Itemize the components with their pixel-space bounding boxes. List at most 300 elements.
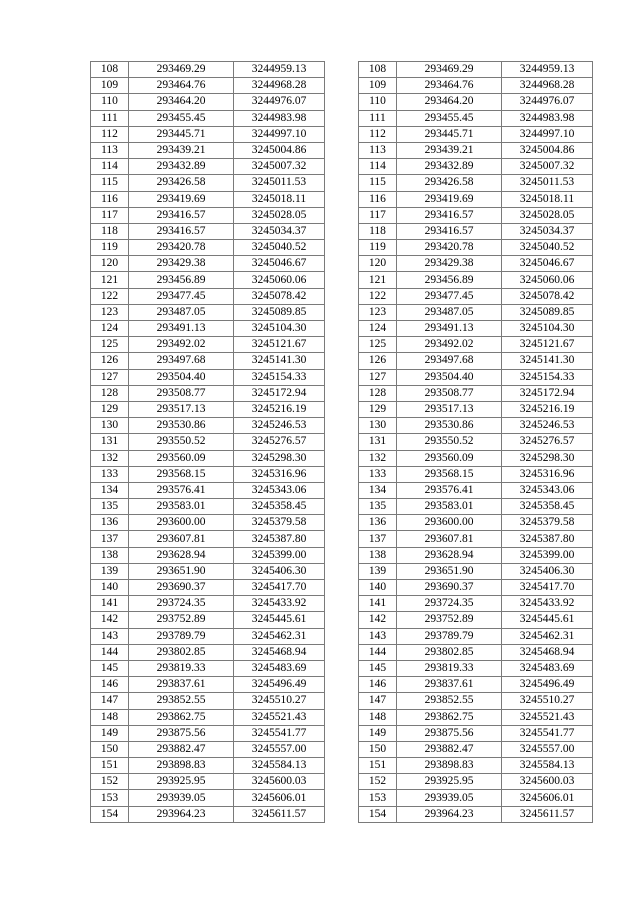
y-coordinate-cell: 3245521.43	[234, 709, 325, 725]
point-number-cell: 150	[91, 741, 129, 757]
y-coordinate-cell: 3245011.53	[502, 175, 593, 191]
point-number-cell: 114	[359, 159, 397, 175]
x-coordinate-cell: 293837.61	[129, 677, 234, 693]
y-coordinate-cell: 3245358.45	[234, 499, 325, 515]
x-coordinate-cell: 293469.29	[129, 62, 234, 78]
point-number-cell: 136	[91, 515, 129, 531]
y-coordinate-cell: 3245018.11	[234, 191, 325, 207]
point-number-cell: 118	[359, 223, 397, 239]
y-coordinate-cell: 3245172.94	[502, 385, 593, 401]
table-row	[91, 369, 325, 385]
point-number-cell: 145	[91, 660, 129, 676]
point-number-cell: 129	[91, 401, 129, 417]
y-coordinate-cell: 3245510.27	[502, 693, 593, 709]
y-coordinate-cell: 3245028.05	[234, 207, 325, 223]
table-row	[359, 401, 593, 417]
table-row	[91, 774, 325, 790]
point-number-cell: 121	[91, 272, 129, 288]
table-row	[91, 401, 325, 417]
table-row	[359, 612, 593, 628]
x-coordinate-cell: 293416.57	[397, 223, 502, 239]
x-coordinate-cell: 293882.47	[397, 741, 502, 757]
table-row	[359, 142, 593, 158]
table-row	[359, 644, 593, 660]
table-row	[91, 353, 325, 369]
point-number-cell: 141	[91, 596, 129, 612]
table-row	[359, 78, 593, 94]
table-row	[359, 450, 593, 466]
point-number-cell: 115	[91, 175, 129, 191]
point-number-cell: 111	[91, 110, 129, 126]
table-row	[359, 337, 593, 353]
table-row	[359, 191, 593, 207]
point-number-cell: 122	[359, 288, 397, 304]
x-coordinate-cell: 293939.05	[129, 790, 234, 806]
y-coordinate-cell: 3244983.98	[502, 110, 593, 126]
point-number-cell: 120	[91, 256, 129, 272]
y-coordinate-cell: 3245276.57	[502, 434, 593, 450]
table-row	[91, 240, 325, 256]
x-coordinate-cell: 293560.09	[397, 450, 502, 466]
table-row	[91, 321, 325, 337]
point-number-cell: 137	[91, 531, 129, 547]
table-row	[359, 62, 593, 78]
point-number-cell: 132	[359, 450, 397, 466]
y-coordinate-cell: 3245141.30	[502, 353, 593, 369]
table-row	[91, 418, 325, 434]
y-coordinate-cell: 3245316.96	[234, 466, 325, 482]
x-coordinate-cell: 293724.35	[129, 596, 234, 612]
y-coordinate-cell: 3245406.30	[234, 563, 325, 579]
y-coordinate-cell: 3245089.85	[502, 304, 593, 320]
point-number-cell: 146	[91, 677, 129, 693]
x-coordinate-cell: 293550.52	[129, 434, 234, 450]
x-coordinate-cell: 293429.38	[397, 256, 502, 272]
point-number-cell: 135	[359, 499, 397, 515]
x-coordinate-cell: 293789.79	[129, 628, 234, 644]
x-coordinate-cell: 293487.05	[397, 304, 502, 320]
point-number-cell: 153	[91, 790, 129, 806]
x-coordinate-cell: 293964.23	[397, 806, 502, 822]
table-row	[359, 774, 593, 790]
y-coordinate-cell: 3245417.70	[502, 580, 593, 596]
y-coordinate-cell: 3244997.10	[234, 126, 325, 142]
x-coordinate-cell: 293456.89	[397, 272, 502, 288]
x-coordinate-cell: 293491.13	[397, 321, 502, 337]
point-number-cell: 132	[91, 450, 129, 466]
point-number-cell: 126	[91, 353, 129, 369]
x-coordinate-cell: 293469.29	[397, 62, 502, 78]
point-number-cell: 108	[91, 62, 129, 78]
y-coordinate-cell: 3245298.30	[234, 450, 325, 466]
x-coordinate-cell: 293925.95	[397, 774, 502, 790]
y-coordinate-cell: 3245121.67	[502, 337, 593, 353]
x-coordinate-cell: 293530.86	[397, 418, 502, 434]
x-coordinate-cell: 293492.02	[397, 337, 502, 353]
table-row	[359, 482, 593, 498]
table-row	[91, 677, 325, 693]
table-row	[91, 223, 325, 239]
x-coordinate-cell: 293419.69	[129, 191, 234, 207]
y-coordinate-cell: 3245078.42	[234, 288, 325, 304]
x-coordinate-cell: 293420.78	[129, 240, 234, 256]
point-number-cell: 121	[359, 272, 397, 288]
x-coordinate-cell: 293600.00	[129, 515, 234, 531]
x-coordinate-cell: 293508.77	[397, 385, 502, 401]
point-number-cell: 150	[359, 741, 397, 757]
y-coordinate-cell: 3245104.30	[234, 321, 325, 337]
point-number-cell: 138	[91, 547, 129, 563]
table-row	[91, 450, 325, 466]
point-number-cell: 142	[91, 612, 129, 628]
x-coordinate-cell: 293819.33	[397, 660, 502, 676]
x-coordinate-cell: 293600.00	[397, 515, 502, 531]
x-coordinate-cell: 293583.01	[129, 499, 234, 515]
table-row	[359, 790, 593, 806]
x-coordinate-cell: 293724.35	[397, 596, 502, 612]
y-coordinate-cell: 3245557.00	[234, 741, 325, 757]
x-coordinate-cell: 293607.81	[397, 531, 502, 547]
x-coordinate-cell: 293455.45	[397, 110, 502, 126]
y-coordinate-cell: 3244959.13	[502, 62, 593, 78]
y-coordinate-cell: 3245007.32	[234, 159, 325, 175]
x-coordinate-cell: 293568.15	[129, 466, 234, 482]
point-number-cell: 126	[359, 353, 397, 369]
point-number-cell: 129	[359, 401, 397, 417]
point-number-cell: 119	[91, 240, 129, 256]
point-number-cell: 109	[359, 78, 397, 94]
table-row	[91, 790, 325, 806]
table-row	[91, 207, 325, 223]
table-row	[359, 547, 593, 563]
table-row	[91, 288, 325, 304]
table-row	[359, 758, 593, 774]
point-number-cell: 140	[359, 580, 397, 596]
x-coordinate-cell: 293416.57	[129, 223, 234, 239]
point-number-cell: 112	[91, 126, 129, 142]
table-row	[359, 207, 593, 223]
y-coordinate-cell: 3244997.10	[502, 126, 593, 142]
table-row	[91, 725, 325, 741]
table-row	[359, 660, 593, 676]
point-number-cell: 111	[359, 110, 397, 126]
point-number-cell: 147	[91, 693, 129, 709]
point-number-cell: 136	[359, 515, 397, 531]
point-number-cell: 138	[359, 547, 397, 563]
y-coordinate-cell: 3245298.30	[502, 450, 593, 466]
y-coordinate-cell: 3245399.00	[502, 547, 593, 563]
point-number-cell: 119	[359, 240, 397, 256]
x-coordinate-cell: 293508.77	[129, 385, 234, 401]
table-row	[91, 434, 325, 450]
y-coordinate-cell: 3245379.58	[234, 515, 325, 531]
table-row	[359, 353, 593, 369]
point-number-cell: 112	[359, 126, 397, 142]
point-number-cell: 149	[359, 725, 397, 741]
point-number-cell: 113	[91, 142, 129, 158]
x-coordinate-cell: 293497.68	[129, 353, 234, 369]
point-number-cell: 122	[91, 288, 129, 304]
y-coordinate-cell: 3245462.31	[234, 628, 325, 644]
y-coordinate-cell: 3245040.52	[234, 240, 325, 256]
table-row	[91, 272, 325, 288]
x-coordinate-cell: 293802.85	[397, 644, 502, 660]
table-row	[91, 612, 325, 628]
x-coordinate-cell: 293550.52	[397, 434, 502, 450]
y-coordinate-cell: 3245141.30	[234, 353, 325, 369]
x-coordinate-cell: 293439.21	[129, 142, 234, 158]
y-coordinate-cell: 3245216.19	[234, 401, 325, 417]
y-coordinate-cell: 3245483.69	[502, 660, 593, 676]
table-row	[91, 693, 325, 709]
x-coordinate-cell: 293576.41	[129, 482, 234, 498]
point-number-cell: 149	[91, 725, 129, 741]
table-row	[359, 515, 593, 531]
x-coordinate-cell: 293504.40	[397, 369, 502, 385]
x-coordinate-cell: 293583.01	[397, 499, 502, 515]
point-number-cell: 118	[91, 223, 129, 239]
x-coordinate-cell: 293439.21	[397, 142, 502, 158]
point-number-cell: 144	[91, 644, 129, 660]
x-coordinate-cell: 293628.94	[129, 547, 234, 563]
table-row	[91, 709, 325, 725]
point-number-cell: 110	[91, 94, 129, 110]
table-row	[91, 175, 325, 191]
table-row	[91, 580, 325, 596]
table-row	[91, 159, 325, 175]
x-coordinate-cell: 293628.94	[397, 547, 502, 563]
table-row	[91, 110, 325, 126]
y-coordinate-cell: 3245004.86	[234, 142, 325, 158]
y-coordinate-cell: 3245417.70	[234, 580, 325, 596]
table-row	[359, 677, 593, 693]
table-row	[359, 806, 593, 822]
point-number-cell: 143	[91, 628, 129, 644]
point-number-cell: 143	[359, 628, 397, 644]
table-row	[91, 515, 325, 531]
y-coordinate-cell: 3245276.57	[234, 434, 325, 450]
table-row	[91, 531, 325, 547]
table-row	[91, 660, 325, 676]
point-number-cell: 139	[359, 563, 397, 579]
x-coordinate-cell: 293802.85	[129, 644, 234, 660]
coordinate-table-right-body	[359, 62, 593, 823]
table-row	[359, 596, 593, 612]
point-number-cell: 124	[359, 321, 397, 337]
point-number-cell: 148	[91, 709, 129, 725]
y-coordinate-cell: 3245510.27	[234, 693, 325, 709]
table-row	[91, 94, 325, 110]
x-coordinate-cell: 293477.45	[397, 288, 502, 304]
point-number-cell: 117	[359, 207, 397, 223]
table-row	[91, 596, 325, 612]
x-coordinate-cell: 293477.45	[129, 288, 234, 304]
y-coordinate-cell: 3245121.67	[234, 337, 325, 353]
point-number-cell: 120	[359, 256, 397, 272]
point-number-cell: 131	[91, 434, 129, 450]
point-number-cell: 127	[359, 369, 397, 385]
point-number-cell: 141	[359, 596, 397, 612]
y-coordinate-cell: 3244959.13	[234, 62, 325, 78]
y-coordinate-cell: 3245046.67	[502, 256, 593, 272]
x-coordinate-cell: 293898.83	[129, 758, 234, 774]
table-row	[359, 725, 593, 741]
y-coordinate-cell: 3244976.07	[502, 94, 593, 110]
table-row	[91, 256, 325, 272]
y-coordinate-cell: 3245606.01	[234, 790, 325, 806]
x-coordinate-cell: 293964.23	[129, 806, 234, 822]
y-coordinate-cell: 3244983.98	[234, 110, 325, 126]
x-coordinate-cell: 293607.81	[129, 531, 234, 547]
point-number-cell: 123	[91, 304, 129, 320]
y-coordinate-cell: 3245399.00	[234, 547, 325, 563]
y-coordinate-cell: 3245496.49	[234, 677, 325, 693]
table-row	[91, 628, 325, 644]
y-coordinate-cell: 3245316.96	[502, 466, 593, 482]
y-coordinate-cell: 3245521.43	[502, 709, 593, 725]
x-coordinate-cell: 293464.20	[129, 94, 234, 110]
point-number-cell: 125	[359, 337, 397, 353]
y-coordinate-cell: 3245387.80	[234, 531, 325, 547]
point-number-cell: 151	[91, 758, 129, 774]
y-coordinate-cell: 3245060.06	[502, 272, 593, 288]
point-number-cell: 116	[359, 191, 397, 207]
x-coordinate-cell: 293445.71	[397, 126, 502, 142]
x-coordinate-cell: 293752.89	[129, 612, 234, 628]
x-coordinate-cell: 293464.76	[129, 78, 234, 94]
table-row	[359, 94, 593, 110]
x-coordinate-cell: 293416.57	[129, 207, 234, 223]
y-coordinate-cell: 3245358.45	[502, 499, 593, 515]
point-number-cell: 153	[359, 790, 397, 806]
point-number-cell: 130	[91, 418, 129, 434]
y-coordinate-cell: 3245246.53	[234, 418, 325, 434]
point-number-cell: 148	[359, 709, 397, 725]
x-coordinate-cell: 293426.58	[397, 175, 502, 191]
point-number-cell: 114	[91, 159, 129, 175]
x-coordinate-cell: 293492.02	[129, 337, 234, 353]
x-coordinate-cell: 293789.79	[397, 628, 502, 644]
y-coordinate-cell: 3245246.53	[502, 418, 593, 434]
coordinate-table-left	[90, 61, 325, 823]
y-coordinate-cell: 3245584.13	[234, 758, 325, 774]
x-coordinate-cell: 293464.20	[397, 94, 502, 110]
y-coordinate-cell: 3245104.30	[502, 321, 593, 337]
x-coordinate-cell: 293491.13	[129, 321, 234, 337]
y-coordinate-cell: 3245541.77	[502, 725, 593, 741]
x-coordinate-cell: 293560.09	[129, 450, 234, 466]
x-coordinate-cell: 293651.90	[397, 563, 502, 579]
point-number-cell: 133	[359, 466, 397, 482]
table-row	[359, 580, 593, 596]
y-coordinate-cell: 3245584.13	[502, 758, 593, 774]
x-coordinate-cell: 293420.78	[397, 240, 502, 256]
x-coordinate-cell: 293939.05	[397, 790, 502, 806]
y-coordinate-cell: 3245600.03	[234, 774, 325, 790]
table-row	[359, 159, 593, 175]
y-coordinate-cell: 3245018.11	[502, 191, 593, 207]
y-coordinate-cell: 3245154.33	[234, 369, 325, 385]
table-row	[359, 288, 593, 304]
table-row	[91, 499, 325, 515]
x-coordinate-cell: 293875.56	[397, 725, 502, 741]
x-coordinate-cell: 293862.75	[397, 709, 502, 725]
table-row	[359, 321, 593, 337]
x-coordinate-cell: 293882.47	[129, 741, 234, 757]
x-coordinate-cell: 293852.55	[129, 693, 234, 709]
x-coordinate-cell: 293419.69	[397, 191, 502, 207]
x-coordinate-cell: 293487.05	[129, 304, 234, 320]
table-row	[91, 385, 325, 401]
y-coordinate-cell: 3245379.58	[502, 515, 593, 531]
y-coordinate-cell: 3245433.92	[234, 596, 325, 612]
y-coordinate-cell: 3245078.42	[502, 288, 593, 304]
table-row	[91, 337, 325, 353]
table-row	[359, 256, 593, 272]
y-coordinate-cell: 3245445.61	[502, 612, 593, 628]
table-row	[91, 466, 325, 482]
table-row	[91, 806, 325, 822]
x-coordinate-cell: 293898.83	[397, 758, 502, 774]
y-coordinate-cell: 3245496.49	[502, 677, 593, 693]
x-coordinate-cell: 293651.90	[129, 563, 234, 579]
y-coordinate-cell: 3245483.69	[234, 660, 325, 676]
x-coordinate-cell: 293456.89	[129, 272, 234, 288]
y-coordinate-cell: 3245600.03	[502, 774, 593, 790]
point-number-cell: 128	[359, 385, 397, 401]
x-coordinate-cell: 293690.37	[129, 580, 234, 596]
point-number-cell: 113	[359, 142, 397, 158]
y-coordinate-cell: 3245387.80	[502, 531, 593, 547]
table-row	[359, 272, 593, 288]
table-row	[359, 499, 593, 515]
point-number-cell: 127	[91, 369, 129, 385]
coordinate-table-left-body	[91, 62, 325, 823]
y-coordinate-cell: 3245541.77	[234, 725, 325, 741]
table-row	[359, 304, 593, 320]
point-number-cell: 151	[359, 758, 397, 774]
y-coordinate-cell: 3245007.32	[502, 159, 593, 175]
point-number-cell: 135	[91, 499, 129, 515]
y-coordinate-cell: 3245433.92	[502, 596, 593, 612]
point-number-cell: 146	[359, 677, 397, 693]
table-row	[359, 385, 593, 401]
y-coordinate-cell: 3245445.61	[234, 612, 325, 628]
y-coordinate-cell: 3244968.28	[502, 78, 593, 94]
y-coordinate-cell: 3244976.07	[234, 94, 325, 110]
x-coordinate-cell: 293568.15	[397, 466, 502, 482]
y-coordinate-cell: 3245606.01	[502, 790, 593, 806]
x-coordinate-cell: 293432.89	[129, 159, 234, 175]
y-coordinate-cell: 3245004.86	[502, 142, 593, 158]
y-coordinate-cell: 3245060.06	[234, 272, 325, 288]
point-number-cell: 142	[359, 612, 397, 628]
x-coordinate-cell: 293517.13	[129, 401, 234, 417]
table-row	[359, 693, 593, 709]
x-coordinate-cell: 293925.95	[129, 774, 234, 790]
y-coordinate-cell: 3245154.33	[502, 369, 593, 385]
x-coordinate-cell: 293752.89	[397, 612, 502, 628]
y-coordinate-cell: 3245343.06	[234, 482, 325, 498]
x-coordinate-cell: 293837.61	[397, 677, 502, 693]
coordinate-table-right	[358, 61, 593, 823]
table-row	[359, 223, 593, 239]
y-coordinate-cell: 3245034.37	[234, 223, 325, 239]
y-coordinate-cell: 3245216.19	[502, 401, 593, 417]
y-coordinate-cell: 3245172.94	[234, 385, 325, 401]
y-coordinate-cell: 3245343.06	[502, 482, 593, 498]
y-coordinate-cell: 3245557.00	[502, 741, 593, 757]
